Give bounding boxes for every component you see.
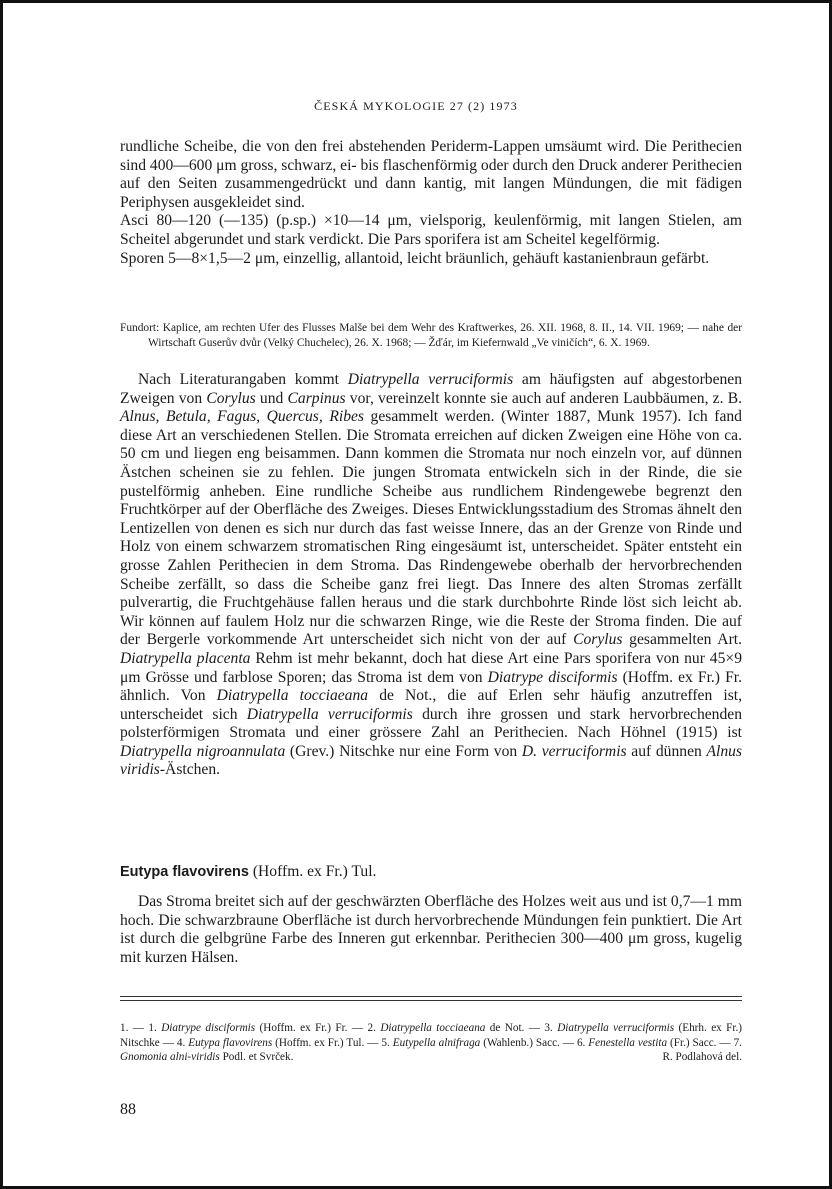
species-section (120, 893, 742, 967)
taxon-name: Gnomonia alni-viridis (120, 1051, 220, 1064)
taxon-name: Eutypa flavovirens (188, 1036, 273, 1049)
taxon-name: Diatrypella verruciformis (347, 371, 514, 388)
taxon-name: Diatrypella tocciaeana (380, 1022, 486, 1034)
taxon-name: Corylus (573, 631, 623, 649)
species-heading (120, 863, 742, 881)
spores-paragraph: Sporen 5—8×1,5—2 μm, einzellig, allantoid, leicht bräunlich, gehäuft kastanienbraun gefärbt. (120, 249, 710, 267)
text-run: am häufigsten auf abgestorbenen Zweigen von (120, 371, 743, 407)
species-paragraph: Das Stroma breitet sich auf der geschwärzten Oberfläche des Holzes weit aus und ist 0,7—1 mm hoch. Die schwarzbraune Oberfläche ist durch hervorbrechende Mündungen fein punktiert. Die Art ist durch die gelbgrüne Farbe des Inneren gut erkennbar. Perithecien 300—400 μm gross, kugelig mit kurzen Hälsen. (120, 893, 742, 966)
taxon-name: Corylus (206, 389, 256, 407)
taxon-name: Carpinus (287, 389, 346, 407)
text-run: gesammelt werden. (Winter 1887, Munk 1957). Ich fand diese Art an verschiedenen Stellen. Die Stromata erreichen auf dicken Zweigen eine Höhe von ca. 50 cm und liegen eng beisammen. Dann kommen die Stromata nur noch einzeln vor, auf dünnen Ästchen scheinen sie zu fehlen. Die jungen Stromata entwickeln sich in der Rinde, die sie pustelförmig anheben. Eine rundliche Scheibe aus rundlichem Rindengewebe begrenzt den Fruchtkörper auf der Oberfläche des Zweiges. Dieses Entwicklungsstadium des Stromas ähnelt den Lentizellen von denen es sich nur durch das fast weisse Innere, das an der Grenze von Rinde und Holz von einem schwarzem stromatischen Ring eingesäumt ist, unterscheidet. Später entsteht ein grosse Zahlen Perithecien in dem Stroma. Das Rindengewebe oberhalb der hervorbrechenden Scheibe zerfällt, so dass die Scheibe ganz frei liegt. Das Innere des alten Stromas zerfällt pulverartig, die Fruchtgehäuse fallen heraus und die stark durchbohrte Rinde löst sich leicht ab. Wir können auf faulem Holz nur die schwarzen Ringe, wie die Reste der Stroma finden. Die auf der Bergerle vorkommende Art unterscheidet sich nicht von der auf (120, 408, 742, 649)
taxon-name: Diatrypella verruciformis (246, 705, 413, 723)
taxon-name: Diatrype disciformis (487, 668, 618, 686)
text-run: gesammelten Art. (622, 631, 742, 649)
text-run: (Hoffm. ex Fr.) Fr. — 2. (255, 1022, 381, 1034)
text-run: 1. — 1. (120, 1022, 162, 1034)
taxon-name: D. verruciformis (521, 742, 627, 760)
discussion-section (120, 371, 742, 780)
text-run: durch ihre grossen und stark hervorbrechenden polsterförmigen Stromata und einer grössere Zahl an Perithecien. Nach Höhnel (1915) ist (120, 705, 742, 742)
plate-legend (120, 1021, 742, 1065)
species-description (120, 138, 742, 268)
taxon-name: Eutypella alnifraga (392, 1036, 481, 1049)
rule-upper (120, 996, 742, 997)
asci-paragraph: Asci 80—120 (—135) (p.sp.) ×10—14 μm, vielsporig, keulenförmig, mit langen Stielen, am Scheitel abgerundet und stark verdickt. Die Pars sporifera ist am Scheitel kegelförmig. (120, 212, 742, 248)
text-run: vor, vereinzelt konnte sie auch auf anderen Laubbäumen, z. B. (345, 389, 742, 407)
taxon-name: Diatrype disciformis (161, 1022, 256, 1034)
text-run: Podl. et Svrček. (219, 1051, 294, 1064)
text-run: und (255, 389, 288, 407)
text-run: (Wahlenb.) Sacc. — 6. (480, 1036, 589, 1049)
discussion-paragraph (120, 371, 742, 780)
taxon-name: Diatrypella nigroannulata (120, 742, 286, 760)
species-authority: (Hoffm. ex Fr.) Tul. (248, 863, 377, 880)
species-name: Eutypa flavovirens (120, 864, 249, 880)
text-run: (Grev.) Nitschke nur eine Form von (285, 742, 522, 760)
taxon-name: Fenestella vestita (588, 1036, 668, 1049)
text-run: Rehm ist mehr bekannt, doch hat diese Art eine Pars sporifera von nur 45×9 μm Grösse und farblose Sporen; das Stroma ist dem von (120, 649, 742, 686)
text-run: (Hoffm. ex Fr.) Fr. ähnlich. Von (120, 668, 742, 705)
text-run: (Ehrh. ex Fr.) Nitschke — 4. (120, 1022, 743, 1049)
taxon-name: Diatrypella placenta (120, 649, 251, 667)
text-run: Nach Literaturangaben kommt (138, 371, 348, 388)
legend-text (120, 1021, 742, 1065)
fundort-text: Fundort: Kaplice, am rechten Ufer des Flusses Malše bei dem Wehr des Kraftwerkes, 26. XII. 1968, 8. II., 14. VII. 1969; — nahe der Wirtschaft Guserův dvůr (Velký Chuchelec), 26. X. 1968; — Žďár, im Kiefernwald „Ve viničích“, 6. X. 1969. (120, 322, 742, 349)
description-paragraph: rundliche Scheibe, die von den frei abstehenden Periderm-Lappen umsäumt wird. Die Perithecien sind 400—600 μm gross, schwarz, ei- bis flaschenförmig oder durch den Druck anderer Perithecien auf den Seiten zusammengedrückt und dann kantig, mit langen Mündungen, die mit fädigen Periphysen ausgekleidet sind. (120, 138, 742, 211)
text-run: auf dünnen (626, 742, 707, 760)
running-head: ČESKÁ MYKOLOGIE 27 (2) 1973 (314, 99, 518, 113)
text-run: (Fr.) Sacc. — 7. (667, 1036, 742, 1049)
illustrator-credit: R. Podlahová del. (662, 1051, 742, 1064)
taxon-name: Alnus viridis (120, 742, 743, 779)
page-number: 88 (120, 1101, 136, 1118)
text-run: -Ästchen. (159, 761, 221, 779)
taxon-name: Diatrypella verruciformis (557, 1022, 675, 1034)
text-run: de Not. — 3. (485, 1022, 558, 1034)
rule-lower (120, 1000, 742, 1001)
taxon-name: Alnus, Betula, Fagus, Quercus, Ribes (120, 408, 364, 426)
taxon-name: Diatrypella tocciaeana (216, 687, 369, 705)
text-run: de Not., die auf Erlen sehr häufig anzutreffen ist, unterscheidet sich (120, 687, 742, 723)
text-run: (Hoffm. ex Fr.) Tul. — 5. (272, 1036, 393, 1049)
fundort-block (120, 321, 742, 351)
